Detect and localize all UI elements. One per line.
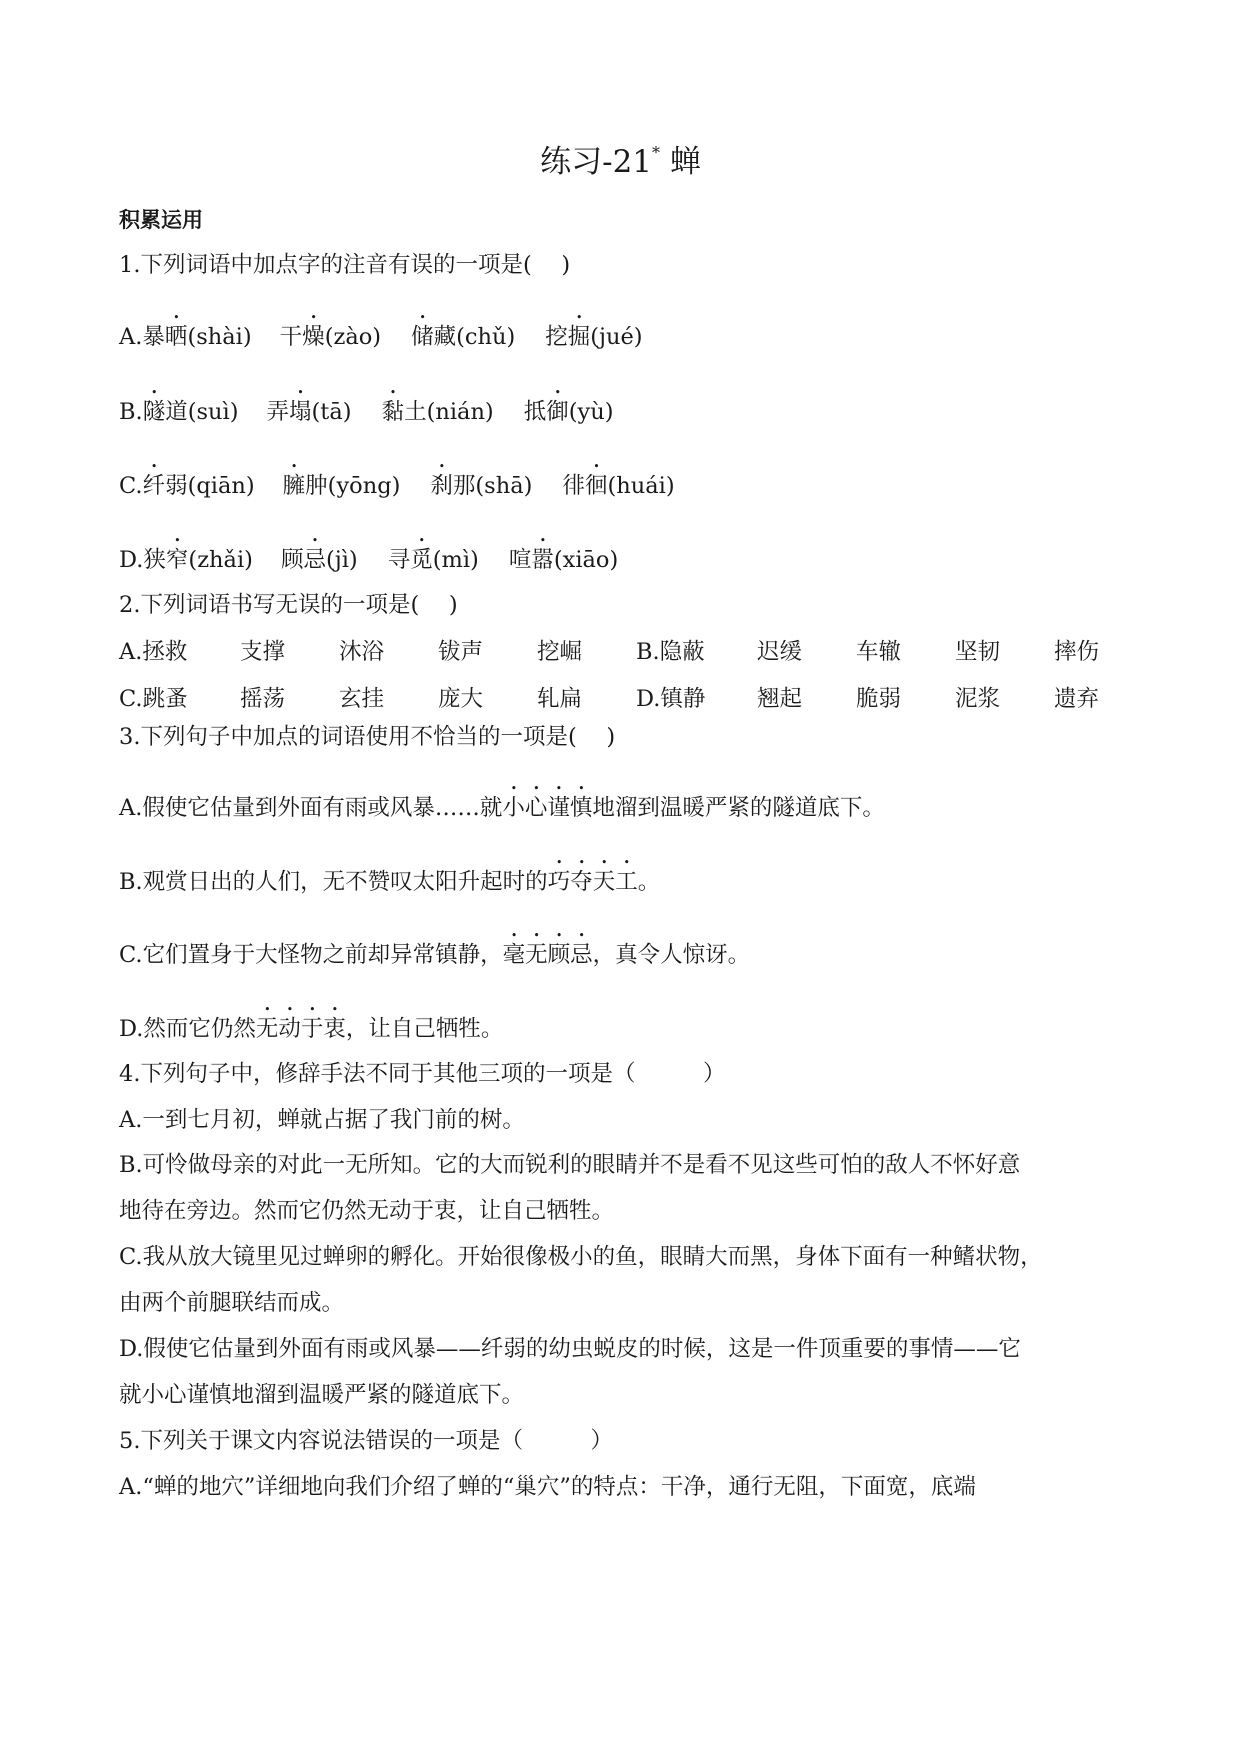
q4-line: B.可怜做母亲的对此一无所知。它的大而锐利的眼睛并不是看不见这些可怕的敌人不怀好意 [119, 1152, 1021, 1178]
dotted-char: 储 [411, 324, 434, 350]
dotted-char: 臃 [282, 473, 306, 499]
q3-option-d: D.然而它仍然无动于衷，让自己牺牲。 [119, 1016, 504, 1042]
dotted-char: 隧 [142, 399, 166, 425]
option-label: C. [119, 473, 143, 499]
word-cell: C.跳蚤 [119, 686, 188, 712]
pinyin-item: 寻觅(mì) [387, 547, 479, 573]
word-cell: 摇荡 [240, 686, 286, 712]
word-cell: A.拯救 [119, 639, 188, 665]
q1-option-c [119, 460, 675, 501]
dotted-char: 徊 [584, 473, 608, 499]
q4-line: D.假使它估量到外面有雨或风暴——纤弱的幼虫蜕皮的时候，这是一件顶重要的事情——它 [119, 1336, 1021, 1362]
pinyin-item: 弄塌(tā) [266, 399, 352, 425]
dotted-char: 御 [546, 399, 569, 425]
q1-option-b [119, 386, 614, 427]
pinyin-item: 暴晒(shài) [142, 324, 252, 350]
q4-stem: 4.下列句子中，修辞手法不同于其他三项的一项是（ ） [119, 1061, 726, 1087]
pinyin-item: 刹那(shā) [430, 473, 533, 499]
q4-line: A.一到七月初，蝉就占据了我门前的树。 [119, 1107, 525, 1133]
word-cell: 泥浆 [955, 686, 1001, 712]
option-label: B. [119, 399, 143, 425]
q4-line: C.我从放大镜里见过蝉卵的孵化。开始很像极小的鱼，眼睛大而黑，身体下面有一种鳍状物， [119, 1244, 1043, 1270]
word-cell: 脆弱 [856, 686, 902, 712]
pinyin-item: 储藏(chǔ) [411, 324, 516, 350]
q5-option-a: A.“蝉的地穴”详细地向我们介绍了蝉的“巢穴”的特点：干净，通行无阻，下面宽，底端 [119, 1474, 976, 1500]
q1-option-d [119, 534, 618, 575]
pinyin-item: 喧嚣(xiāo) [508, 547, 619, 573]
q1-stem: 1.下列词语中加点字的注音有误的一项是( ) [119, 252, 571, 278]
q2-stem: 2.下列词语书写无误的一项是( ) [119, 592, 458, 618]
word-cell: 沐浴 [339, 639, 385, 665]
word-cell: 迟缓 [757, 639, 803, 665]
word-cell: B.隐蔽 [636, 639, 705, 665]
word-cell: 坚韧 [955, 639, 1001, 665]
dotted-char: 觅 [410, 547, 433, 573]
page-title: 练习-21* 蝉 [540, 143, 701, 180]
pinyin-item: 挖掘(jué) [545, 324, 643, 350]
pinyin-item: 顾忌(jì) [280, 547, 358, 573]
option-label: D. [119, 547, 144, 573]
dotted-char: 塌 [289, 399, 312, 425]
word-cell: 轧扁 [537, 686, 583, 712]
dotted-char: 掘 [567, 324, 591, 350]
pinyin-item: 徘徊(huái) [562, 473, 675, 499]
q4-line: 就小心谨慎地溜到温暖严紧的隧道底下。 [119, 1382, 525, 1408]
dotted-char: 忌 [303, 547, 326, 573]
word-cell: D.镇静 [636, 686, 706, 712]
dotted-char: 嚣 [531, 547, 554, 573]
dotted-char: 窄 [165, 547, 189, 573]
pinyin-item: 黏土(nián) [381, 399, 494, 425]
pinyin-item: 狭窄(zhǎi) [143, 547, 253, 573]
dotted-char: 晒 [164, 324, 188, 350]
word-cell: 挖崛 [537, 639, 583, 665]
pinyin-item: 纤弱(qiān) [142, 473, 255, 499]
word-cell: 遗弃 [1054, 686, 1100, 712]
word-cell: 支撑 [240, 639, 286, 665]
word-cell: 庞大 [438, 686, 484, 712]
pinyin-item: 臃肿(yōng) [282, 473, 401, 499]
q1-option-a [119, 311, 643, 352]
pinyin-item: 干燥(zào) [279, 324, 382, 350]
dotted-char: 刹 [430, 473, 453, 499]
pinyin-item: 抵御(yù) [523, 399, 614, 425]
word-cell: 车辙 [856, 639, 902, 665]
word-cell: 钹声 [438, 639, 484, 665]
word-cell: 翘起 [757, 686, 803, 712]
q3-option-b: B.观赏日出的人们，无不赞叹太阳升起时的巧夺天工。 [119, 869, 661, 895]
q4-line: 由两个前腿联结而成。 [119, 1290, 345, 1316]
q3-option-a: A.假使它估量到外面有雨或风暴……就小心谨慎地溜到温暖严紧的隧道底下。 [119, 795, 885, 821]
q4-line: 地待在旁边。然而它仍然无动于衷，让自己牺牲。 [119, 1198, 615, 1224]
dotted-char: 纤 [142, 473, 166, 499]
pinyin-item: 隧道(suì) [142, 399, 239, 425]
option-label: A. [119, 324, 143, 350]
q3-option-c: C.它们置身于大怪物之前却异常镇静，毫无顾忌，真令人惊讶。 [119, 942, 751, 968]
dotted-char: 燥 [302, 324, 325, 350]
dotted-char: 黏 [381, 399, 405, 425]
word-cell: 玄挂 [339, 686, 385, 712]
section-heading: 积累运用 [119, 208, 203, 232]
q5-stem: 5.下列关于课文内容说法错误的一项是（ ） [119, 1428, 613, 1454]
word-cell: 摔伤 [1054, 639, 1100, 665]
q3-stem: 3.下列句子中加点的词语使用不恰当的一项是( ) [119, 724, 616, 750]
